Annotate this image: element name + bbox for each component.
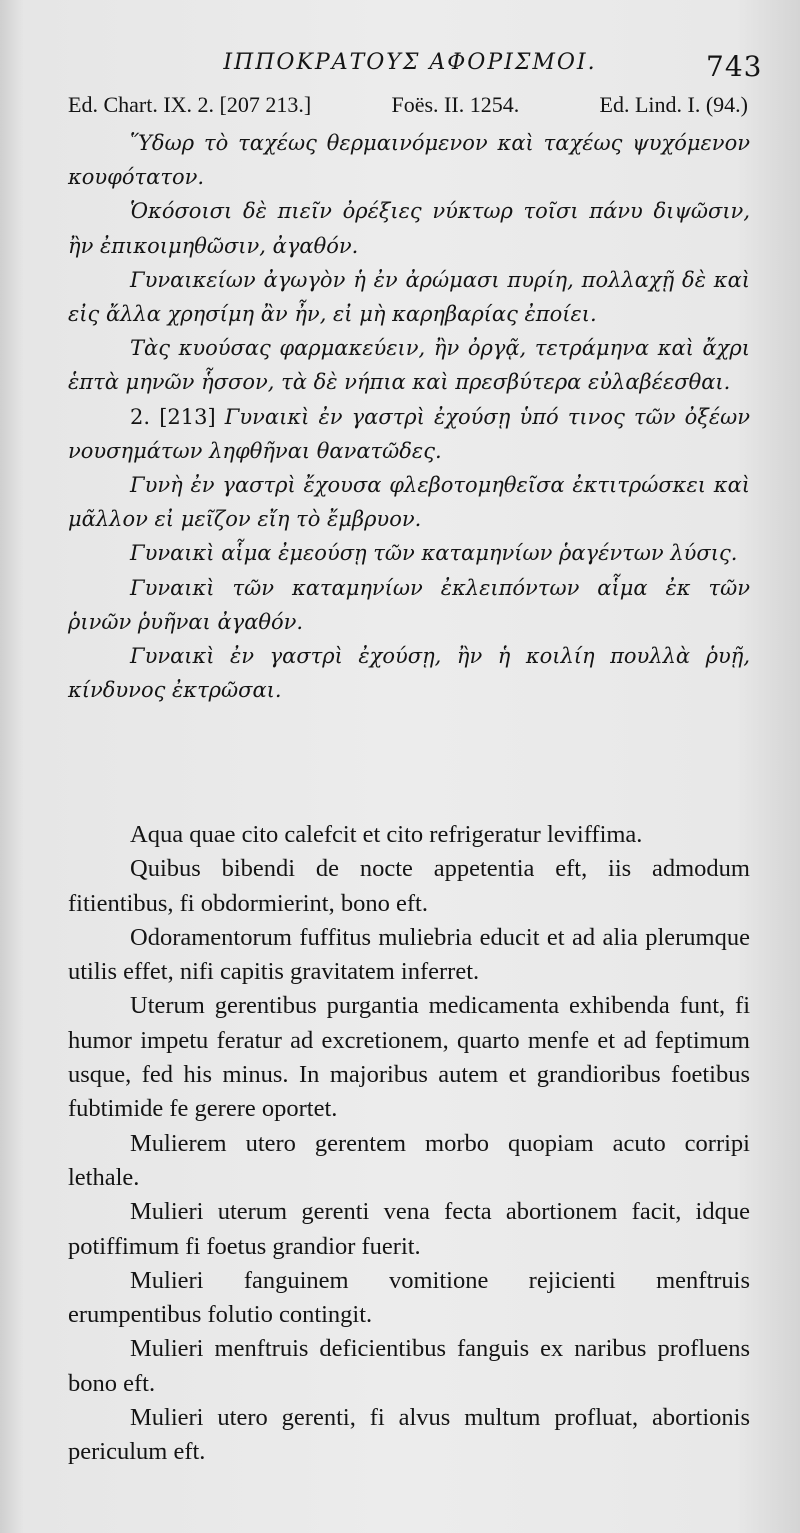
edition-foes-ref: Foës. II. 1254. (391, 92, 520, 117)
latin-aphorism: Aqua quae cito calefcit et cito refrigeratur leviffima. (130, 821, 643, 848)
section-number: 2. (130, 404, 151, 429)
latin-aphorism: Odoramentorum fuffitus muliebria educit et ad alia plerumque utilis effet, nifi capitis gravitatem inferret. (68, 923, 750, 986)
greek-aphorism: Ὁκόσοισι δὲ πιεῖν ὀρέξιες νύκτωρ τοῖσι πάνυ διψῶσιν, ἢν ἐπικοιμηθῶσιν, ἀγαθόν. (68, 199, 750, 258)
greek-aphorism: Τὰς κυούσας φαρμακεύειν, ἢν ὀργᾷ, τετράμηνα καὶ ἄχρι ἑπτὰ μηνῶν ἧσσον, τὰ δὲ νήπια καὶ πρεσβύτερα εὐλαβέεσθαι. (68, 336, 750, 395)
edition-lind-ref: Ed. Lind. I. (94.) (599, 92, 748, 117)
greek-aphorism: Ὕδωρ τὸ ταχέως θερμαινόμενον καὶ ταχέως ψυχόμενον κουφότατον. (68, 131, 750, 190)
latin-aphorism: Quibus bibendi de nocte appetentia eft, iis admodum fitientibus, fi obdormierint, bono eft. (68, 855, 750, 917)
latin-aphorism: Mulieri utero gerenti, fi alvus multum profluat, abortionis periculum eft. (68, 1404, 750, 1466)
greek-aphorism-numbered (68, 400, 750, 468)
greek-aphorism: Γυναικὶ τῶν καταμηνίων ἐκλειπόντων αἷμα ἐκ τῶν ῥινῶν ῥυῆναι ἀγαθόν. (68, 575, 750, 634)
greek-aphorism-text: Γυναικὶ ἐν γαστρὶ ἐχούσῃ ὑπό τινος τῶν ὀξέων νουσημάτων ληφθῆναι θανατῶδες. (68, 404, 750, 463)
latin-aphorism: Mulieri uterum gerenti vena fecta abortionem facit, idque potiffimum fi foetus grandior fuerit. (68, 1198, 750, 1260)
edition-chartier-ref: Ed. Chart. IX. 2. [207 213.] (68, 92, 312, 117)
greek-aphorism: Γυνὴ ἐν γαστρὶ ἔχουσα φλεβοτομηθεῖσα ἐκτιτρώσκει καὶ μᾶλλον εἰ μεῖζον εἴη τὸ ἔμβρυον. (68, 473, 750, 532)
running-title: ΙΠΠΟΚΡΑΤΟΥΣ ΑΦΟΡΙΣΜΟΙ. (223, 50, 597, 75)
greek-aphorism: Γυναικὶ ἐν γαστρὶ ἐχούσῃ, ἢν ἡ κοιλίη πουλλὰ ῥυῇ, κίνδυνος ἐκτρῶσαι. (68, 644, 750, 703)
section-page-ref: [213] (159, 404, 216, 429)
page-number: 743 (706, 50, 763, 83)
greek-text-block (68, 126, 750, 707)
latin-aphorism: Mulierem utero gerentem morbo quopiam acuto corripi lethale. (68, 1129, 750, 1191)
greek-aphorism: Γυναικὶ αἷμα ἐμεούσῃ τῶν καταμηνίων ῥαγέντων λύσις. (130, 541, 738, 566)
latin-aphorism: Uterum gerentibus purgantia medicamenta exhibenda funt, fi humor impetu feratur ad excretionem, quarto menfe et ad feptimum usque, fed his minus. In majoribus autem et grandioribus foetibus fubtimide fe gerere oportet. (68, 992, 750, 1123)
greek-aphorism: Γυναικείων ἀγωγὸν ἡ ἐν ἀρώμασι πυρίη, πολλαχῇ δὲ καὶ εἰς ἄλλα χρησίμη ἂν ἦν, εἰ μὴ καρηβαρίας ἐποίει. (68, 267, 750, 327)
latin-aphorism: Mulieri fanguinem vomitione rejicienti menftruis erumpentibus folutio contingit. (68, 1266, 750, 1329)
latin-aphorism: Mulieri menftruis deficientibus fanguis ex naribus profluens bono eft. (68, 1335, 750, 1397)
edition-reference-line (68, 92, 748, 118)
latin-translation-block (68, 818, 750, 1470)
